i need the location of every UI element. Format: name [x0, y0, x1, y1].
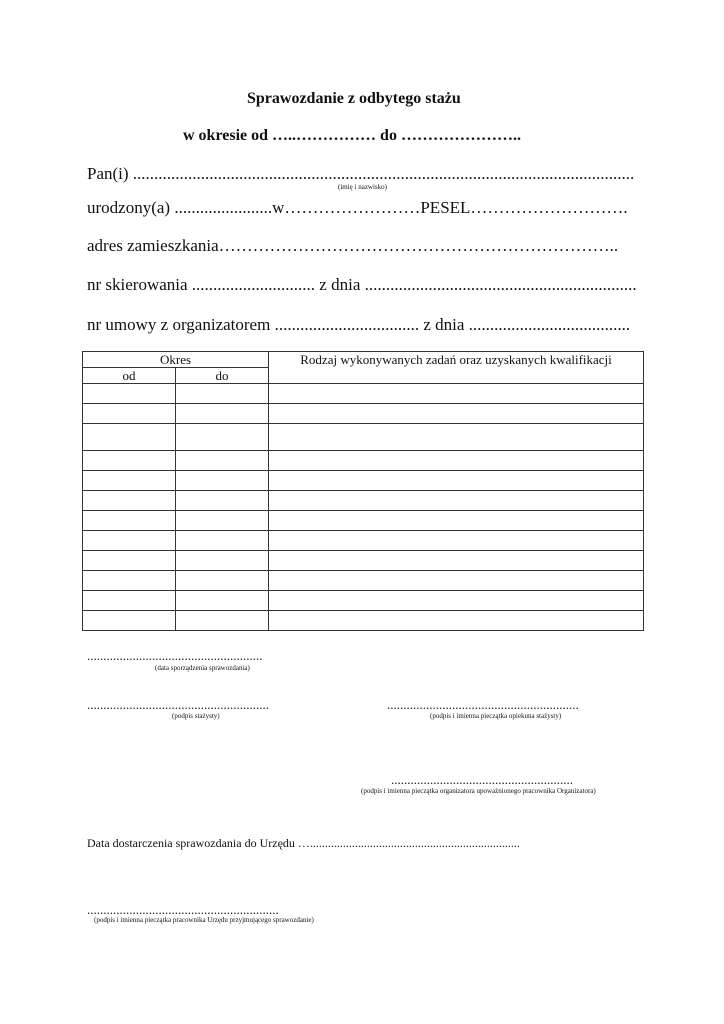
- intern-dots: ........................................................: [87, 697, 269, 712]
- table-row: [83, 471, 644, 491]
- activity-table: [82, 351, 644, 631]
- table-cell: [176, 571, 269, 591]
- table-cell: [269, 424, 644, 451]
- table-cell: [269, 551, 644, 571]
- table-cell: [269, 591, 644, 611]
- table-cell: [83, 424, 176, 451]
- table-row: [83, 511, 644, 531]
- delivery-line: Data dostarczenia sprawozdania do Urzędu …......................................................................: [87, 836, 520, 850]
- table-cell: [269, 491, 644, 511]
- table-row: [83, 531, 644, 551]
- date-dots: ......................................................: [87, 648, 263, 663]
- header-od: od: [83, 368, 176, 384]
- header-rodzaj: Rodzaj wykonywanych zadań oraz uzyskanych kwalifikacji: [269, 352, 644, 384]
- table-cell: [83, 611, 176, 631]
- table-cell: [176, 471, 269, 491]
- organizer-caption: (podpis i imienna pieczątka organizatora upoważnionego pracownika Organizatora): [361, 787, 596, 795]
- table-cell: [83, 471, 176, 491]
- guardian-caption: (podpis i imienna pieczątka opiekuna stażysty): [430, 712, 562, 720]
- table-cell: [176, 404, 269, 424]
- name-caption: (imię i nazwisko): [338, 183, 387, 191]
- table-row: [83, 451, 644, 471]
- table-row: [83, 571, 644, 591]
- document-title: Sprawozdanie z odbytego stażu: [247, 90, 461, 107]
- guardian-dots: ...........................................................: [387, 697, 579, 712]
- table-cell: [176, 491, 269, 511]
- table-cell: [83, 571, 176, 591]
- header-do: do: [176, 368, 269, 384]
- table-cell: [269, 611, 644, 631]
- table-cell: [176, 591, 269, 611]
- referral-field: nr skierowania ............................. z dnia ................................................................: [87, 275, 637, 294]
- name-field: Pan(i) ......................................................................................................................: [87, 164, 635, 183]
- table-cell: [83, 404, 176, 424]
- organizer-dots: ........................................................: [391, 772, 573, 787]
- table-cell: [269, 384, 644, 404]
- table-cell: [176, 531, 269, 551]
- table-row: [83, 491, 644, 511]
- table-cell: [269, 571, 644, 591]
- table-row: [83, 384, 644, 404]
- table-cell: [176, 424, 269, 451]
- table-row: [83, 551, 644, 571]
- table-cell: [269, 451, 644, 471]
- receiver-dots: ...........................................................: [87, 902, 279, 917]
- table-cell: [176, 511, 269, 531]
- table-cell: [83, 531, 176, 551]
- intern-caption: (podpis stażysty): [172, 712, 220, 720]
- date-caption: (data sporządzenia sprawozdania): [155, 664, 250, 672]
- table-cell: [176, 384, 269, 404]
- table-row: [83, 424, 644, 451]
- table-cell: [269, 531, 644, 551]
- table-cell: [83, 551, 176, 571]
- header-okres: Okres: [83, 352, 269, 368]
- receiver-caption: (podpis i imienna pieczątka pracownika Urzędu przyjmującego sprawozdanie): [94, 916, 314, 924]
- table-cell: [83, 511, 176, 531]
- table-cell: [176, 611, 269, 631]
- table-row: [83, 591, 644, 611]
- address-field: adres zamieszkania……………………………………………………………..: [87, 236, 619, 255]
- table-cell: [83, 491, 176, 511]
- contract-field: nr umowy z organizatorem .................................. z dnia ......................................: [87, 315, 631, 334]
- table-row: [83, 404, 644, 424]
- table-cell: [176, 451, 269, 471]
- birth-field: urodzony(a) .......................w……………………PESEL……………………….: [87, 198, 628, 217]
- table-cell: [269, 404, 644, 424]
- table-cell: [83, 591, 176, 611]
- table-cell: [269, 511, 644, 531]
- period-line: w okresie od …..…………… do …………………..: [183, 127, 521, 144]
- table-cell: [176, 551, 269, 571]
- table-cell: [83, 384, 176, 404]
- table-row: [83, 611, 644, 631]
- table-cell: [83, 451, 176, 471]
- table-cell: [269, 471, 644, 491]
